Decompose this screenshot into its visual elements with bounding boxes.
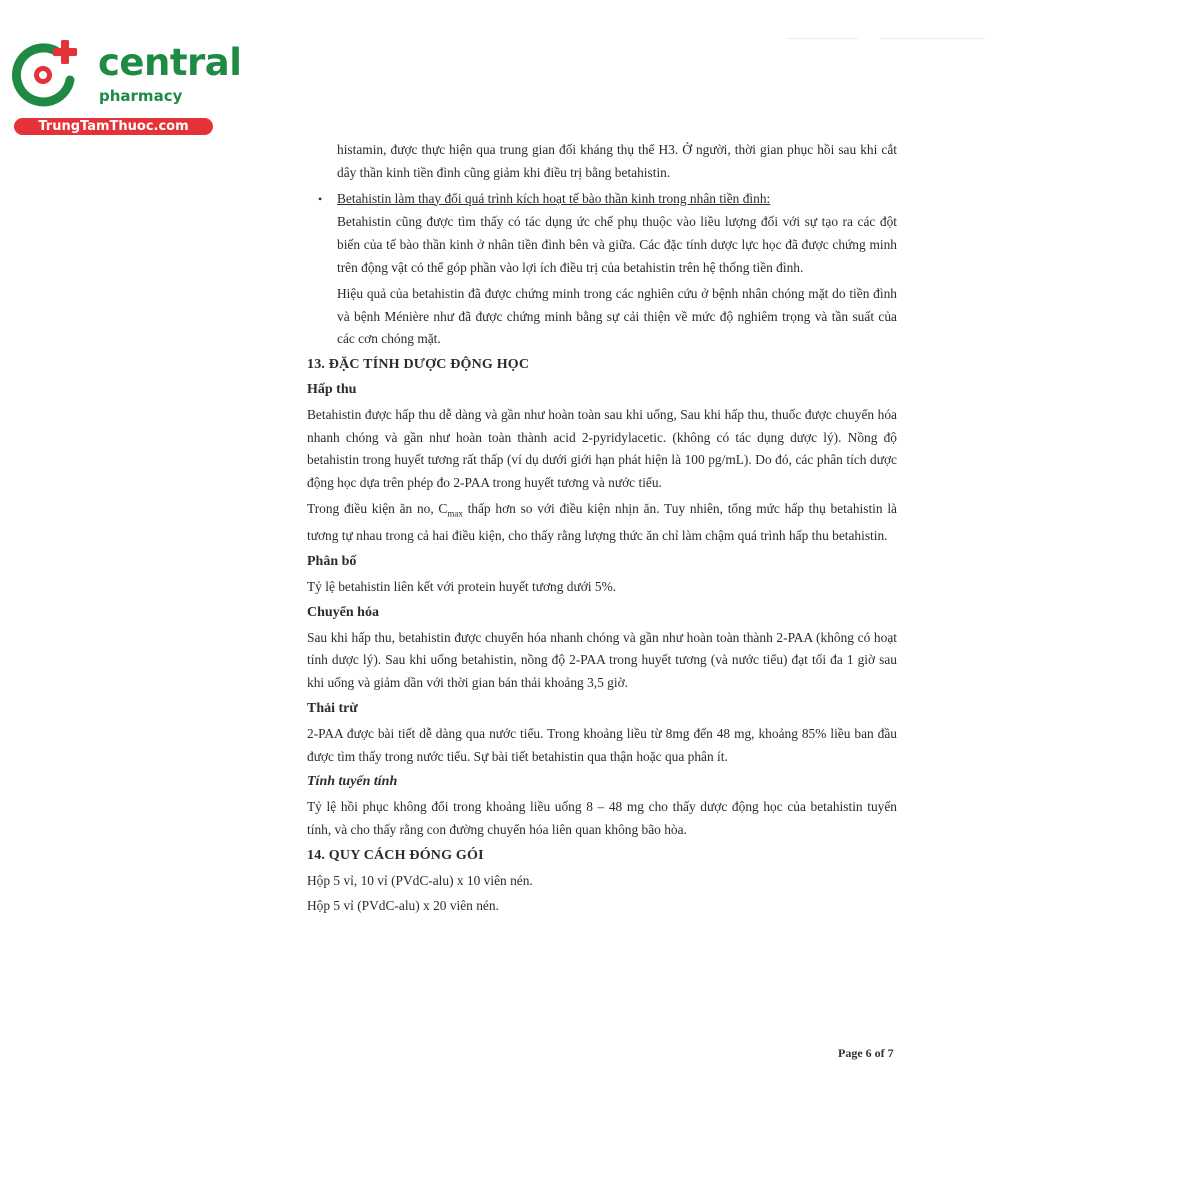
metabolism-paragraph: Sau khi hấp thu, betahistin được chuyển hóa nhanh chóng và gần như hoàn toàn thành 2-PAA (không có hoạt tính dược lý). Sau khi uống betahistin, nồng độ 2-PAA trong huyết tương (và nước tiểu) đạt tối đa 1 giờ sau khi uống và giảm dần với thời gian bán thải khoảng 3,5 giờ. (307, 629, 897, 691)
brand-name: central (98, 41, 242, 84)
bullet-icon: • (318, 191, 323, 206)
absorption-paragraph-cmax (307, 498, 897, 548)
subheading-linearity: Tính tuyến tính (307, 774, 398, 790)
scan-artifact-line (786, 38, 858, 39)
scan-artifact-line (880, 38, 985, 39)
section-heading-14: 14. QUY CÁCH ĐÓNG GÓI (307, 847, 484, 863)
absorption-paragraph: Betahistin được hấp thu dễ dàng và gần như hoàn toàn sau khi uống, Sau khi hấp thu, thuốc được chuyển hóa nhanh chóng và gần như hoàn toàn thành acid 2-pyridylacetic. (không có tác dụng dược lý). Nồng độ betahistin trong huyết tương rất thấp (ví dụ dưới giới hạn phát hiện là 100 pg/mL). Do đó, các phân tích dược động học dựa trên phép đo 2-PAA trong huyết tương và nước tiểu. (307, 406, 897, 491)
elimination-paragraph: 2-PAA được bài tiết dễ dàng qua nước tiểu. Trong khoảng liều từ 8mg đến 48 mg, khoảng 85% liều ban đầu được tìm thấy trong nước tiểu. Sự bài tiết betahistin qua thận hoặc qua phân ít. (307, 725, 897, 764)
absorption-text: Trong điều kiện ăn no, C (307, 500, 448, 516)
absorption-text: thấp hơn so với điều kiện nhịn ăn. Tuy nhiên, tổng mức hấp thụ betahistin là tương tự nhau trong cả hai điều kiện, cho thấy rằng lượng thức ăn chỉ làm chậm quá trình hấp thu betahistin. (307, 500, 897, 544)
cmax-subscript: max (447, 508, 463, 519)
subheading-metabolism: Chuyển hóa (307, 604, 379, 620)
distribution-paragraph: Tỷ lệ betahistin liên kết với protein huyết tương dưới 5%. (307, 579, 617, 595)
brand-url-badge: TrungTamThuoc.com (14, 118, 213, 135)
linearity-paragraph: Tỷ lệ hồi phục không đổi trong khoảng liều uống 8 – 48 mg cho thấy dược động học của betahistin tuyến tính, và cho thấy rằng con đường chuyển hóa liên quan không bão hòa. (307, 799, 897, 837)
pharmacy-cross-logo-icon (10, 38, 80, 108)
intro-paragraph: histamin, được thực hiện qua trung gian đối kháng thụ thể H3. Ở người, thời gian phục hồi sau khi cắt dây thần kinh tiền đình cũng giảm khi điều trị bằng betahistin. (337, 142, 897, 180)
bullet-paragraph: Hiệu quả của betahistin đã được chứng minh trong các nghiên cứu ở bệnh nhân chóng mặt do tiền đình và bệnh Ménière như đã được chứng minh bằng sự cải thiện về mức độ nghiêm trọng và tần suất của các cơn chóng mặt. (337, 285, 897, 347)
page-number: Page 6 of 7 (838, 1046, 894, 1060)
subheading-absorption: Hấp thu (307, 381, 357, 397)
packaging-line: Hộp 5 vỉ, 10 vỉ (PVdC-alu) x 10 viên nén. (307, 872, 533, 888)
bullet-heading: Betahistin làm thay đổi quá trình kích hoạt tế bào thần kinh trong nhân tiền đình: (337, 190, 771, 206)
bullet-item (307, 188, 897, 211)
section-heading-13: 13. ĐẶC TÍNH DƯỢC ĐỘNG HỌC (307, 357, 530, 373)
packaging-line: Hộp 5 vỉ (PVdC-alu) x 20 viên nén. (307, 898, 499, 914)
subheading-distribution: Phân bố (307, 554, 357, 570)
brand-subtitle: pharmacy (99, 87, 183, 105)
subheading-elimination: Thải trừ (307, 701, 358, 716)
document-body (307, 139, 897, 921)
brand-logo (10, 38, 242, 138)
bullet-paragraph: Betahistin cũng được tìm thấy có tác dụng ức chế phụ thuộc vào liều lượng đối với sự tạo ra các đột biến của tế bào thần kinh ở nhân tiền đình bên và giữa. Các đặc tính dược lực học đã được chứng minh trên động vật có thể góp phần vào lợi ích điều trị của betahistin trên hệ thống tiền đình. (337, 214, 897, 275)
